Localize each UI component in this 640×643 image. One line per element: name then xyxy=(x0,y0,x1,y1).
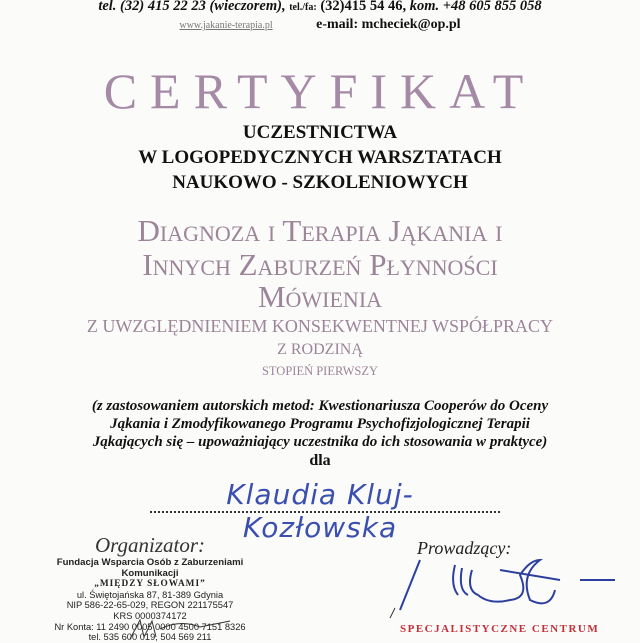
description-line: Jąkania i Zmodyfikowanego Programu Psychofizjologicznej Terapii xyxy=(110,416,530,432)
organizer-line: „MIĘDZY SŁOWAMI” xyxy=(94,579,206,590)
organizer-line: ul. Świętojańska 87, 81-389 Gdynia xyxy=(76,589,224,600)
contact-web xyxy=(0,17,640,33)
organizer-heading: Organizator: xyxy=(94,533,206,557)
course-subtitle: Z UWZGLĘDNIENIEM KONSEKWENTNEJ WSPÓŁPRACY xyxy=(86,316,554,336)
description-line: Jąkających się – upoważniający uczestnika do ich stosowania w praktyce) xyxy=(92,434,548,450)
recipient-name: Klaudia Kluj-Kozłowska xyxy=(226,478,414,544)
subtitle-line: UCZESTNICTWA xyxy=(242,122,398,143)
course-title-line: Mówienia xyxy=(257,279,383,314)
subtitle-line: NAUKOWO - SZKOLENIOWYCH xyxy=(172,172,468,193)
contact-phones xyxy=(0,0,640,15)
description-line: (z zastosowaniem autorskich metod: Kwestionariusza Cooperów do Oceny xyxy=(91,398,549,414)
organizer-line: tel. 535 600 019, 504 569 211 xyxy=(88,632,212,643)
stamp-text: SPECJALISTYCZNE CENTRUM xyxy=(400,623,600,635)
instructor-signature xyxy=(380,540,640,620)
for-label: dla xyxy=(309,452,331,469)
degree: STOPIEŃ PIERWSZY xyxy=(261,364,379,378)
website-link[interactable]: www.jakanie-terapia.pl xyxy=(179,20,273,31)
course-title-line: Diagnoza i Terapia Jąkania i xyxy=(137,213,503,248)
mobile: kom. +48 605 855 058 xyxy=(409,0,542,14)
fax-label: tel./fa: xyxy=(289,2,317,13)
course-title-line: Innych Zaburzeń Płynności xyxy=(142,247,498,282)
organizer-line: NIP 586-22-65-029, REGON 221175547 xyxy=(66,600,234,611)
instructor-heading: Prowadzący: xyxy=(417,538,512,558)
organizer-signature xyxy=(120,615,240,640)
organizer-line: Fundacja Wsparcia Osób z Zaburzeniami Komunikacji xyxy=(56,557,244,579)
fax: (32)415 54 46, xyxy=(320,0,407,14)
email: e-mail: mcheciek@op.pl xyxy=(316,17,461,32)
organizer-line: KRS 0000374172 xyxy=(113,610,187,621)
phone: tel. (32) 415 22 23 (wieczorem), xyxy=(98,0,286,14)
subtitle-line: W LOGOPEDYCZNYCH WARSZTATACH xyxy=(138,147,502,168)
certificate-title: CERTYFIKAT xyxy=(103,63,537,119)
dotted-line xyxy=(150,511,500,513)
course-subtitle-2: Z RODZINĄ xyxy=(277,341,363,358)
organizer-line: Nr Konta: 11 2490 0005 0000 4500 7151 8326 xyxy=(54,621,246,632)
